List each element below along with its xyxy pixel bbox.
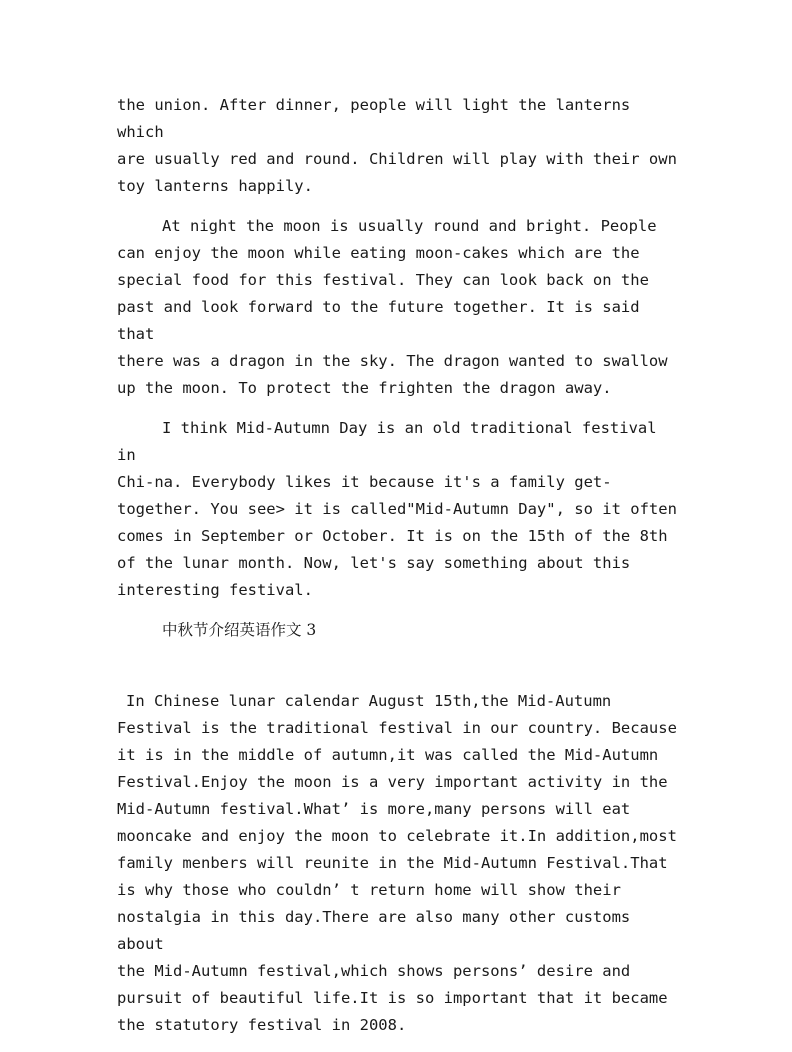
document-page xyxy=(117,92,677,1052)
paragraph-lunar-calendar xyxy=(117,688,677,1039)
paragraph-mid-autumn-day: I think Mid-Autumn Day is an old traditional festival in Chi-na. Everybody likes it because it's a family get- together. You see> it is called"Mid-Autumn Day", so it often comes in September or October. It is on the 15th of the 8th of the lunar month. Now, let's say something about this interesting festival. xyxy=(117,419,677,599)
paragraph-lunar-calendar-text: In Chinese lunar calendar August 15th,the Mid-Autumn Festival is the traditional festival in our country. Because it is in the middle of autumn,it was called the Mid-Autumn Festival.Enjoy the moon is a very important activity in the Mid-Autumn festival.What’ is more,many persons will eat mooncake and enjoy the moon to celebrate it.In addition,most family menbers will reunite in the Mid-Autumn Festival.That is why those who couldn’ t return home will show their nostalgia in this day.There are also many other customs about the Mid-Autumn festival,which shows persons’ desire and pursuit of beautiful life.It is so important that it became the statutory festival in 2008. xyxy=(117,692,677,1034)
section-heading: 中秋节介绍英语作文 3 xyxy=(162,621,317,639)
paragraph-lanterns: the union. After dinner, people will light the lanterns which are usually red and round. Children will play with their own toy lanterns happily. xyxy=(117,96,677,195)
paragraph-moon: At night the moon is usually round and bright. People can enjoy the moon while eating moon-cakes which are the special food for this festival. They can look back on the past and look forward to the future together. It is said that there was a dragon in the sky. The dragon wanted to swallow up the moon. To protect the frighten the dragon away. xyxy=(117,217,668,397)
